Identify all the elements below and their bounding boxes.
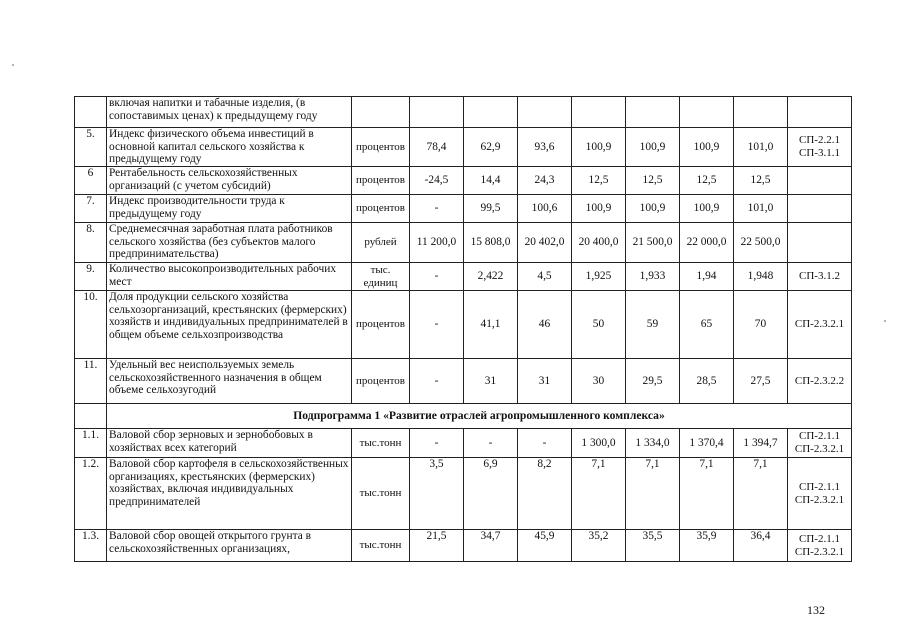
row-number: 9. <box>75 263 107 291</box>
value-cell <box>464 97 518 128</box>
subprogram-code: СП-2.1.1 СП-2.3.2.1 <box>788 458 852 530</box>
table-row <box>75 195 852 223</box>
value-cell: 22 000,0 <box>680 223 734 263</box>
value-cell: 3,5 <box>410 458 464 530</box>
row-number: 8. <box>75 223 107 263</box>
table-row <box>75 291 852 359</box>
unit <box>352 97 410 128</box>
table-body <box>75 97 852 562</box>
value-cell: 21 500,0 <box>626 223 680 263</box>
value-cell: 12,5 <box>734 167 788 195</box>
subprogram-code: СП-2.3.2.1 <box>788 291 852 359</box>
scan-speck <box>884 320 886 322</box>
table-row <box>75 128 852 167</box>
table-row <box>75 530 852 562</box>
value-cell: 99,5 <box>464 195 518 223</box>
indicator-name: Валовой сбор картофеля в сельскохозяйственных организациях, крестьянских (фермерских) хозяйствах, включая индивидуальных предпринимателей <box>107 458 352 530</box>
value-cell: - <box>518 429 572 458</box>
value-cell: 22 500,0 <box>734 223 788 263</box>
value-cell: 1 394,7 <box>734 429 788 458</box>
value-cell: 100,9 <box>680 128 734 167</box>
row-number: 6 <box>75 167 107 195</box>
value-cell: 12,5 <box>572 167 626 195</box>
subprogram-code: СП-2.2.1 СП-3.1.1 <box>788 128 852 167</box>
value-cell: 6,9 <box>464 458 518 530</box>
value-cell <box>518 97 572 128</box>
value-cell: 100,9 <box>572 195 626 223</box>
value-cell: - <box>410 263 464 291</box>
row-number: 7. <box>75 195 107 223</box>
value-cell: 7,1 <box>626 458 680 530</box>
unit: процентов <box>352 195 410 223</box>
unit: тыс.тонн <box>352 530 410 562</box>
table-row <box>75 429 852 458</box>
value-cell: 65 <box>680 291 734 359</box>
row-number: 1.1. <box>75 429 107 458</box>
indicator-name: Доля продукции сельского хозяйства сельхозорганизаций, крестьянских (фермерских) хозяйств и индивидуальных предпринимателей в общем объеме сельхозпроизводства <box>107 291 352 359</box>
value-cell: 29,5 <box>626 359 680 404</box>
indicator-name: Количество высокопроизводительных рабочих мест <box>107 263 352 291</box>
value-cell: 1 334,0 <box>626 429 680 458</box>
value-cell: 35,9 <box>680 530 734 562</box>
value-cell: 7,1 <box>680 458 734 530</box>
value-cell: 15 808,0 <box>464 223 518 263</box>
value-cell: 31 <box>518 359 572 404</box>
subprogram-code <box>788 97 852 128</box>
unit: процентов <box>352 167 410 195</box>
value-cell: 12,5 <box>680 167 734 195</box>
value-cell: 93,6 <box>518 128 572 167</box>
value-cell: - <box>410 291 464 359</box>
value-cell: 100,9 <box>626 128 680 167</box>
scan-speck <box>12 64 14 66</box>
value-cell: 12,5 <box>626 167 680 195</box>
value-cell: 2,422 <box>464 263 518 291</box>
row-number: 5. <box>75 128 107 167</box>
value-cell <box>734 97 788 128</box>
value-cell: 1,94 <box>680 263 734 291</box>
indicator-name: Индекс физического объема инвестиций в основной капитал сельского хозяйства к предыдущему году <box>107 128 352 167</box>
table-row <box>75 359 852 404</box>
subprogram-code <box>788 223 852 263</box>
value-cell: 1,925 <box>572 263 626 291</box>
value-cell <box>626 97 680 128</box>
value-cell: 46 <box>518 291 572 359</box>
value-cell: 1 300,0 <box>572 429 626 458</box>
subprogram-code: СП-2.3.2.2 <box>788 359 852 404</box>
indicator-name: Валовой сбор зерновых и зернобобовых в хозяйствах всех категорий <box>107 429 352 458</box>
value-cell: 1,948 <box>734 263 788 291</box>
value-cell: 101,0 <box>734 128 788 167</box>
value-cell: 1,933 <box>626 263 680 291</box>
value-cell: -24,5 <box>410 167 464 195</box>
unit: процентов <box>352 359 410 404</box>
unit: рублей <box>352 223 410 263</box>
value-cell: 11 200,0 <box>410 223 464 263</box>
value-cell: 45,9 <box>518 530 572 562</box>
value-cell: - <box>410 429 464 458</box>
value-cell: 100,9 <box>572 128 626 167</box>
subprogram-code: СП-2.1.1 СП-2.3.2.1 <box>788 530 852 562</box>
value-cell: 30 <box>572 359 626 404</box>
table-row <box>75 167 852 195</box>
table-row <box>75 263 852 291</box>
indicator-name: Индекс производительности труда к предыдущему году <box>107 195 352 223</box>
value-cell <box>572 97 626 128</box>
value-cell: 34,7 <box>464 530 518 562</box>
row-number <box>75 97 107 128</box>
value-cell: 100,6 <box>518 195 572 223</box>
table-row <box>75 223 852 263</box>
value-cell: 1 370,4 <box>680 429 734 458</box>
value-cell: - <box>464 429 518 458</box>
unit: процентов <box>352 128 410 167</box>
value-cell: 70 <box>734 291 788 359</box>
value-cell <box>410 97 464 128</box>
value-cell: 20 402,0 <box>518 223 572 263</box>
value-cell: 20 400,0 <box>572 223 626 263</box>
value-cell: 7,1 <box>572 458 626 530</box>
unit: тыс. единиц <box>352 263 410 291</box>
value-cell: 41,1 <box>464 291 518 359</box>
row-number: 11. <box>75 359 107 404</box>
table-row <box>75 458 852 530</box>
row-number: 1.2. <box>75 458 107 530</box>
value-cell: 100,9 <box>680 195 734 223</box>
value-cell: 27,5 <box>734 359 788 404</box>
indicator-name: Среднемесячная заработная плата работников сельского хозяйства (без субъектов малого предпринимательства) <box>107 223 352 263</box>
value-cell: 50 <box>572 291 626 359</box>
value-cell: 4,5 <box>518 263 572 291</box>
value-cell: 100,9 <box>626 195 680 223</box>
value-cell: 24,3 <box>518 167 572 195</box>
value-cell: 31 <box>464 359 518 404</box>
value-cell: 101,0 <box>734 195 788 223</box>
value-cell: - <box>410 359 464 404</box>
indicator-name: Валовой сбор овощей открытого грунта в сельскохозяйственных организациях, <box>107 530 352 562</box>
value-cell: 59 <box>626 291 680 359</box>
value-cell: 28,5 <box>680 359 734 404</box>
value-cell: 62,9 <box>464 128 518 167</box>
subprogram-code: СП-2.1.1 СП-2.3.2.1 <box>788 429 852 458</box>
value-cell: - <box>410 195 464 223</box>
page-number: 132 <box>807 603 825 617</box>
value-cell: 78,4 <box>410 128 464 167</box>
value-cell: 35,5 <box>626 530 680 562</box>
subprogram-code: СП-3.1.2 <box>788 263 852 291</box>
value-cell: 36,4 <box>734 530 788 562</box>
indicator-name: Рентабельность сельскохозяйственных организаций (с учетом субсидий) <box>107 167 352 195</box>
section-title: Подпрограмма 1 «Развитие отраслей агропромышленного комплекса» <box>107 404 852 429</box>
indicators-table <box>74 96 852 562</box>
value-cell: 7,1 <box>734 458 788 530</box>
indicator-name: Удельный вес неиспользуемых земель сельскохозяйственного назначения в общем объеме сельхозугодий <box>107 359 352 404</box>
unit: тыс.тонн <box>352 458 410 530</box>
value-cell: 8,2 <box>518 458 572 530</box>
value-cell: 14,4 <box>464 167 518 195</box>
row-number: 1.3. <box>75 530 107 562</box>
value-cell: 35,2 <box>572 530 626 562</box>
subprogram-code <box>788 195 852 223</box>
value-cell: 21,5 <box>410 530 464 562</box>
value-cell <box>680 97 734 128</box>
table-row <box>75 97 852 128</box>
empty-cell <box>75 404 107 429</box>
section-row <box>75 404 852 429</box>
row-number: 10. <box>75 291 107 359</box>
subprogram-code <box>788 167 852 195</box>
indicator-name: включая напитки и табачные изделия, (в сопоставимых ценах) к предыдущему году <box>107 97 352 128</box>
unit: процентов <box>352 291 410 359</box>
unit: тыс.тонн <box>352 429 410 458</box>
